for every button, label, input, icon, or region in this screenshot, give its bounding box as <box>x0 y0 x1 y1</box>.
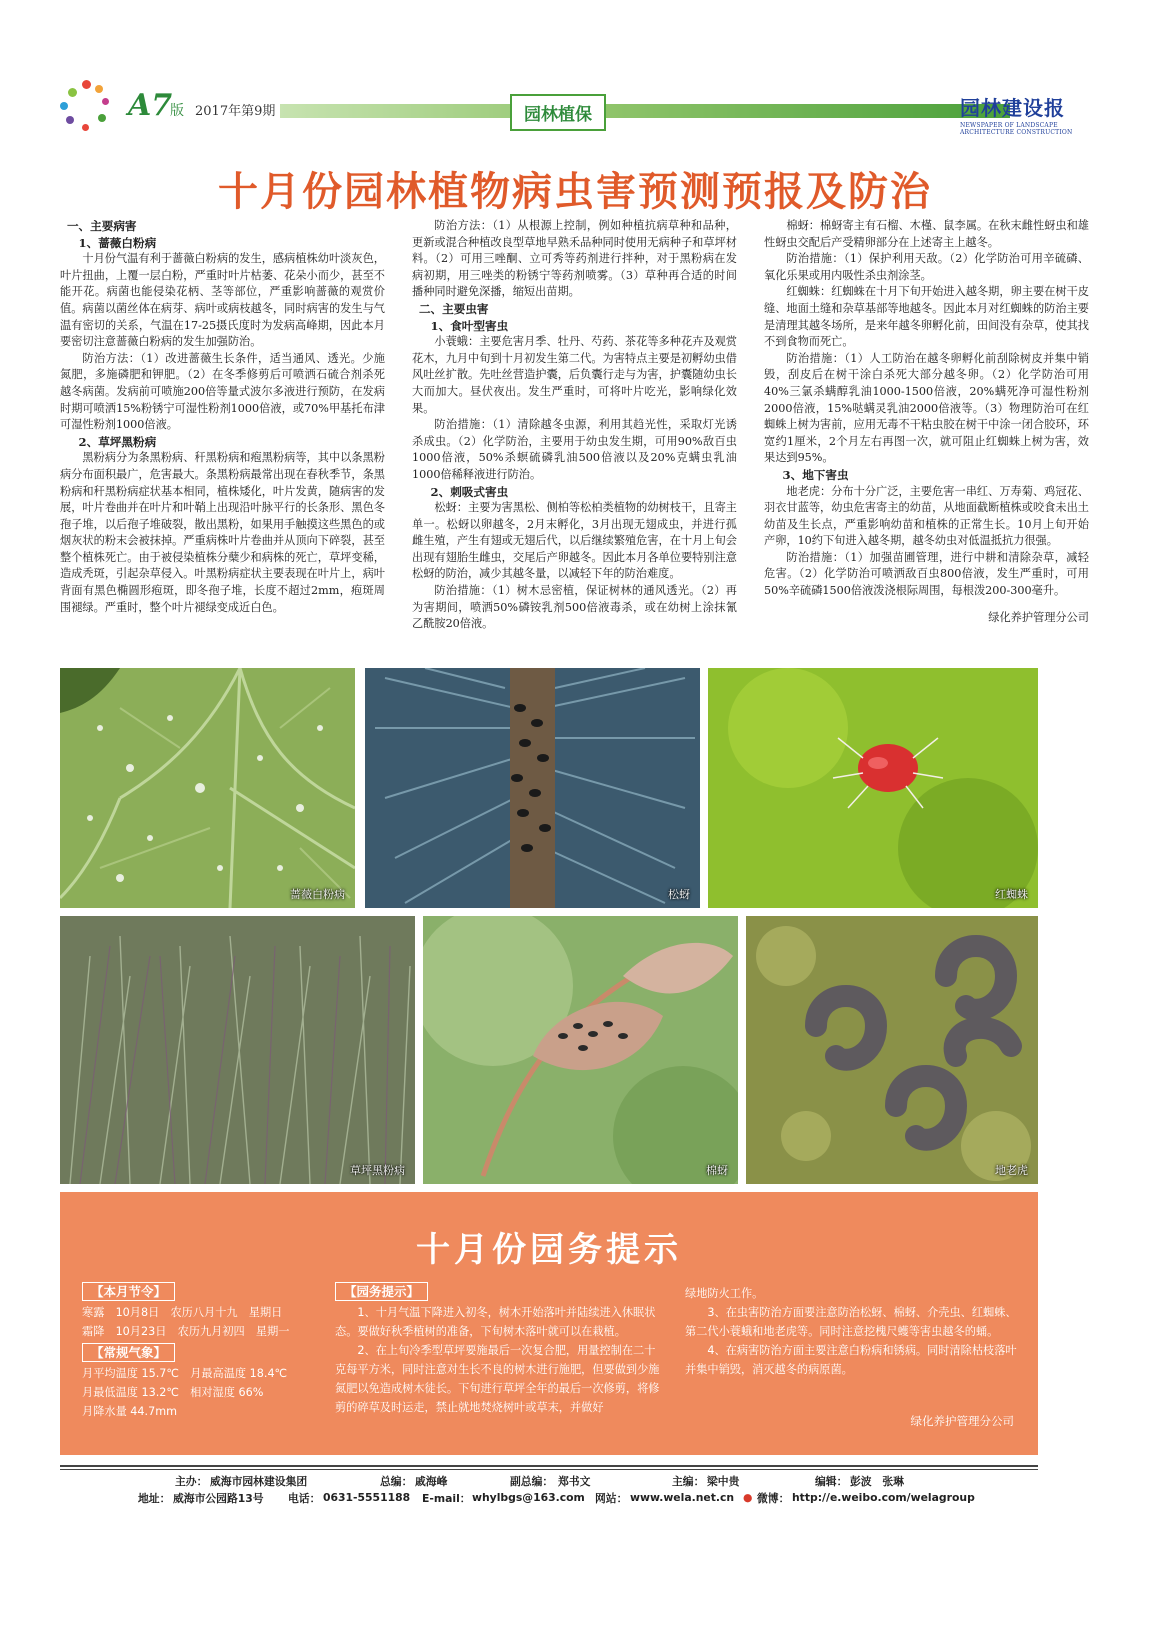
article-heading: 2、刺吸式害虫 <box>430 484 509 499</box>
article-column-2 <box>412 218 737 633</box>
deputy-label: 副总编： <box>510 1475 554 1488</box>
article-paragraph: 防治措施：（1）保护利用天敌。（2）化学防治可用辛硫磷、氧化乐果或用内吸性杀虫剂涂茎。 <box>764 252 1089 282</box>
article-paragraph: 防治措施：（1）人工防治在越冬卵孵化前刮除树皮并集中销毁，刮皮后在树干涂白杀死大部分越冬卵。（2）化学防治可用40%三氯杀螨醇乳油1000-1500倍液，20%螨死净可湿性粉剂2000倍液，15%哒螨灵乳油2000倍液等。（3）物理防治可在红蜘蛛上树为害前，应用无毒不干粘虫胶在树干中涂一闭合胶环，环宽约1厘米，2个月左右再图一次，就可阻止红蜘蛛上树为害，效果达到95%。 <box>764 351 1089 465</box>
work-tip: 3、在虫害防治方面要注意防治松蚜、棉蚜、介壳虫、红蜘蛛、第二代小蓑蛾和地老虎等。同时注意挖槐尺蠖等害虫越冬的蛹。 <box>685 1306 1017 1338</box>
article-heading: 1、食叶型害虫 <box>430 318 509 333</box>
email-value[interactable]: whylbgs@163.com <box>472 1491 585 1504</box>
article-paragraph: 小蓑蛾：主要危害月季、牡丹、芍药、茶花等多种花卉及观赏花木，九月中旬到十月初发生第二代。为害特点主要是初孵幼虫借风吐丝扩散。先吐丝营造护囊，后负囊行走与为害，护囊随幼虫长大而加大。昼伏夜出。发生严重时，可将叶片吃光，影响绿化效果。 <box>412 335 737 415</box>
phone-label: 电话： <box>288 1492 321 1505</box>
photo-caption: 棉蚜 <box>706 1164 728 1177</box>
host-value: 威海市园林建设集团 <box>210 1475 308 1488</box>
section-tag: 园林植保 <box>510 94 606 131</box>
address-label: 地址： <box>138 1492 171 1505</box>
article-heading: 一、主要病害 <box>66 219 137 233</box>
weather-row: 月最低温度 13.2℃ 相对湿度 66% <box>82 1386 264 1399</box>
article-paragraph: 松蚜：主要为害黑松、侧柏等松柏类植物的幼树枝干，且寄主单一。松蚜以卵越冬，2月末孵化，3月出现无翅成虫，并进行孤雌生殖，产生有翅或无翅后代，以后继续繁殖危害，在十月上旬会出现有翅胎生雌虫，交尾后产卵越冬。因此本月各单位要特别注意松蚜的防治，减少其越冬量，以减轻下年的防治难度。 <box>412 501 737 581</box>
photo-rose-powdery-mildew <box>60 668 355 908</box>
photo-pine-aphid <box>365 668 700 908</box>
weather-row: 月降水量 44.7mm <box>82 1405 178 1418</box>
tips-title: 十月份园务提示 <box>416 1230 682 1270</box>
masthead <box>60 78 1090 134</box>
article-signature: 绿化养护管理分公司 <box>988 610 1089 624</box>
footer-rule-thin <box>60 1469 1038 1470</box>
photo-cutworm <box>746 916 1038 1184</box>
weibo-value[interactable]: http://e.weibo.com/welagroup <box>792 1491 975 1504</box>
article-paragraph: 防治方法：（1）改进蔷薇生长条件，适当通风、透光。少施氮肥，多施磷肥和钾肥。（2）在冬季修剪后可喷洒石硫合剂杀死越冬病菌。发病前可喷施200倍等量式波尔多液进行预防，在发病时期可喷洒15%粉锈宁可湿性粉剂1000倍液，或70%甲基托布津可湿性粉剂1000倍液。 <box>60 351 385 432</box>
paper-subtitle: NEWSPAPER OF LANDSCAPE ARCHITECTURE CONSTRUCTION <box>960 122 1073 136</box>
work-tip: 1、十月气温下降进入初冬，树木开始落叶并陆续进入休眠状态。要做好秋季植树的准备，下旬树木落叶就可以在栽植。 <box>335 1306 656 1338</box>
article-heading: 二、主要虫害 <box>418 301 489 316</box>
work-tip-continued: 绿地防火工作。 <box>685 1287 764 1300</box>
tips-signature: 绿化养护管理分公司 <box>910 1414 1014 1428</box>
solar-terms-heading: 【本月节令】 <box>82 1282 175 1301</box>
weibo-label: 微博： <box>757 1492 790 1505</box>
work-tip: 4、在病害防治方面主要注意白粉病和锈病。同时清除枯枝落叶并集中销毁，消灭越冬的病原菌。 <box>685 1344 1017 1376</box>
article-paragraph: 黑粉病分为条黑粉病、秆黑粉病和疱黑粉病等，其中以条黑粉病分布面积最广，危害最大。条黑粉病最常出现在春秋季节，条黑粉病和秆黑粉病症状基本相同，植株矮化，叶片发黄，随病害的发展，叶片卷曲并在叶片和叶鞘上出现沿叶脉平行的长条形、黑色冬孢子堆，以后孢子堆破裂，散出黑粉，如果用手触摸这些黑色的或烟灰状的粉末会被抹掉。严重病株叶片卷曲并从顶向下碎裂，甚至整个植株死亡。由于被侵染植株分蘖少和病株的死亡，草坪变稀，造成秃斑，引起杂草侵入。叶黑粉病症状主要表现在叶片上，病叶背面有黑色椭圆形疱斑，即冬孢子堆，长度不超过2mm，疱斑周围褪绿。严重时，整个叶片褪绿变成近白色。 <box>60 451 385 614</box>
article-paragraph: 红蜘蛛：红蜘蛛在十月下旬开始进入越冬期，卵主要在树干皮缝、地面土缝和杂草基部等地越冬。因此本月对红蜘蛛的防治主要是清理其越冬场所，是来年越冬卵孵化前，田间没有杂草，使其找不到食物而死亡。 <box>764 285 1089 349</box>
article-heading: 3、地下害虫 <box>782 467 849 482</box>
edition-number: A7 <box>128 88 173 123</box>
photo-caption: 地老虎 <box>995 1164 1028 1177</box>
paper-logo <box>960 92 1100 136</box>
photo-caption: 草坪黑粉病 <box>350 1164 405 1177</box>
photo-cotton-aphid <box>423 916 738 1184</box>
article-title: 十月份园林植物病虫害预测预报及防治 <box>218 169 932 215</box>
article-paragraph: 防治措施：（1）树木忌密植，保证树林的通风透光。（2）再为害期间，喷洒50%磷铵乳剂500倍液毒杀，或在幼树上涂抹氰乙酰胺20倍液。 <box>412 584 737 631</box>
address-value: 威海市公园路13号 <box>173 1492 264 1505</box>
tips-column-2 <box>335 1282 665 1417</box>
edition-suffix: 版 <box>170 103 184 119</box>
host-label: 主办： <box>175 1475 208 1488</box>
tips-column-1 <box>82 1282 332 1421</box>
photo-caption: 松蚜 <box>668 888 690 901</box>
article-heading: 2、草坪黑粉病 <box>78 434 157 449</box>
email-label: E-mail： <box>422 1492 471 1505</box>
article-paragraph: 防治措施：（1）清除越冬虫源，利用其趋光性，采取灯光诱杀成虫。（2）化学防治，主要用于幼虫发生期，可用90%敌百虫1000倍液，50%杀螟硫磷乳油500倍液以及20%克螨虫乳油1000倍稀释液进行防治。 <box>412 418 737 481</box>
footer-rule <box>60 1465 1038 1467</box>
logo-dots-icon <box>60 80 120 138</box>
photo-red-spider-mite <box>708 668 1038 908</box>
article-paragraph: 地老虎：分布十分广泛，主要危害一串红、万寿菊、鸡冠花、羽衣甘蓝等，幼虫危害寄主的幼苗，从地面截断植株或咬食未出土幼苗及生长点，严重影响幼苗和植株的正常生长。10月上旬开始产卵，10约下旬进入越冬期，越冬幼虫对低温抵抗力很强。 <box>764 484 1089 548</box>
issue-label: 2017年第9期 <box>195 104 276 119</box>
work-tip: 2、在上旬冷季型草坪要施最后一次复合肥，用量控制在二十克每平方米，同时注意对生长不良的树木进行施肥，但要做到少施氮肥以免造成树木徒长。下旬进行草坪全年的最后一次修剪，将修剪的碎草及时运走，禁止就地焚烧树叶或草末，并做好 <box>335 1344 660 1414</box>
weather-heading: 【常规气象】 <box>82 1343 175 1362</box>
weather-row: 月平均温度 15.7℃ 月最高温度 18.4℃ <box>82 1367 288 1380</box>
website-label: 网站： <box>595 1492 628 1505</box>
photo-caption: 蔷薇白粉病 <box>290 888 345 901</box>
editors-label: 编辑： <box>815 1475 848 1488</box>
photo-caption: 红蜘蛛 <box>995 888 1028 901</box>
tips-column-3 <box>685 1284 1025 1379</box>
chief-label: 总编： <box>380 1475 413 1488</box>
editors-value: 彭波 张琳 <box>850 1475 904 1488</box>
article-paragraph: 防治方法：（1）从根源上控制，例如种植抗病草种和品种，更新或混合种植改良型草地早熟禾品种同时使用无病种子和草坪材料。（2）可用三唑酮、立可秀等药剂进行拌种，对于黑粉病在发病初期，用三唑类的粉锈宁等药剂喷雾。（3）草种再合适的时间播种同时避免深播，缩短出苗期。 <box>412 219 737 299</box>
editor-label: 主编： <box>672 1475 705 1488</box>
photo-turf-smut <box>60 916 415 1184</box>
solar-term-row: 霜降 10月23日 农历九月初四 星期一 <box>82 1325 290 1338</box>
article-paragraph: 十月份气温有利于蔷薇白粉病的发生，感病植株幼叶淡灰色，叶片扭曲，上覆一层白粉，严重时叶片枯萎、花朵小而少，甚至不能开花。病菌也能侵染花柄、茎等部位，严重影响蔷薇的观赏价值。病菌以菌丝体在病芽、病叶或病枝越冬，同时病害的发生与气温有密切的关系，气温在17-25摄氏度时为发病高峰期，因此本月要密切注意蔷薇白粉病的发生加强防治。 <box>60 252 385 349</box>
garden-tips-box <box>60 1192 1038 1455</box>
paper-name: 园林建设报 <box>960 96 1065 120</box>
phone-value: 0631-5551188 <box>323 1491 411 1504</box>
article-heading: 1、蔷薇白粉病 <box>78 235 157 250</box>
solar-term-row: 寒露 10月8日 农历八月十九 星期日 <box>82 1306 283 1319</box>
article-column-1 <box>60 218 385 616</box>
chief-value: 戚海峰 <box>415 1475 448 1488</box>
article-paragraph: 防治措施：（1）加强苗圃管理，进行中耕和清除杂草，减轻危害。（2）化学防治可喷洒敌百虫800倍液，发生严重时，可用50%辛硫磷1500倍液泼浇根际周围，每根泼200-300毫升。 <box>764 550 1089 598</box>
deputy-value: 郑书文 <box>558 1475 591 1488</box>
header-green-bar <box>280 104 1010 118</box>
website-value[interactable]: www.wela.net.cn <box>630 1491 735 1504</box>
article-paragraph: 棉蚜：棉蚜寄主有石榴、木槿、鼠李属。在秋末雌性蚜虫和雄性蚜虫交配后产受精卵部分在上述寄主上越冬。 <box>764 219 1089 249</box>
work-tips-heading: 【园务提示】 <box>335 1282 428 1301</box>
article-column-3 <box>764 218 1089 626</box>
editor-value: 梁中贵 <box>707 1475 740 1488</box>
weibo-icon: ● <box>743 1491 753 1504</box>
article-body <box>60 218 1090 673</box>
